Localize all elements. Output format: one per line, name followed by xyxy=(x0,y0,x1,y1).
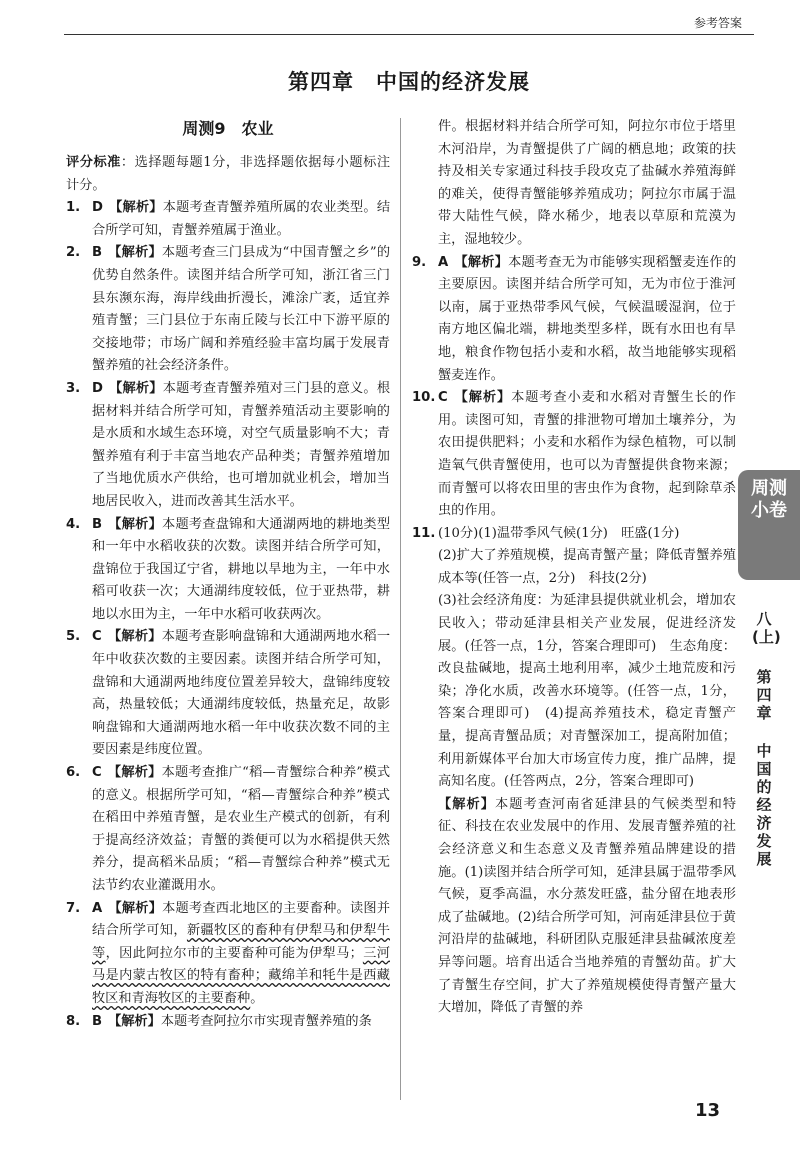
analysis-tag: 【解析】 xyxy=(108,380,163,396)
answer-number: 5. xyxy=(66,629,81,645)
answer-text: 本题考查推广“稻—青蟹综合种养”模式的意义。根据所学可知，“稻—青蟹综合种养”模式在稻田中养殖青蟹，是农业生产模式的创新，有利于提高经济效益；青蟹的粪便可以为水稻提供天然养分，提高稻米品质；“稻—青蟹综合种养”模式无法节约农业灌溉用水。 xyxy=(92,765,391,893)
analysis-tag: 【解析】 xyxy=(108,1013,161,1029)
answer-number: 2. xyxy=(66,245,81,261)
analysis-tag: 【解析】 xyxy=(108,200,163,216)
answer-letter: B xyxy=(92,1013,103,1029)
section-title: 周测9 农业 xyxy=(182,119,274,138)
answer-5 xyxy=(66,626,390,762)
answer-letter: B xyxy=(92,516,103,532)
column-right xyxy=(412,116,736,1020)
answer-part-1: (10分)(1)温带季风气候(1分) 旺盛(1分) xyxy=(438,525,680,541)
analysis-tag: 【解析】 xyxy=(108,516,163,532)
wavy-underlined-text: 新疆牧区的畜种有伊犁马和伊犁牛等 xyxy=(92,923,390,961)
answer-number: 4. xyxy=(66,516,81,532)
answer-8-continued: 件。根据材料并结合所学可知，阿拉尔市位于塔里木河沿岸，为青蟹提供了广阔的栖息地；政策的扶持及相关专家通过科技手段攻克了盐碱水养殖海鲜的难关，使得青蟹能够养殖成功；阿拉尔市属于温带大陆性气候，降水稀少，地表以草原和荒漠为主，湿地较少。 xyxy=(438,119,736,247)
answer-letter: A xyxy=(92,900,103,916)
answer-text: 。 xyxy=(250,990,264,1006)
header-label: 参考答案 xyxy=(693,16,742,30)
sidebar-grade: 八(上) xyxy=(752,610,781,646)
column-divider xyxy=(400,118,401,1100)
answer-4 xyxy=(66,514,390,627)
answer-letter: C xyxy=(438,390,448,406)
answer-number: 9. xyxy=(412,254,427,270)
criteria-text: ：选择题每题1分，非选择题依据每小题标注计分。 xyxy=(66,155,390,193)
answer-11-analysis xyxy=(412,794,736,1020)
answer-3 xyxy=(66,378,390,514)
analysis-tag: 【解析】 xyxy=(108,900,163,916)
header-rule xyxy=(64,34,754,35)
answer-number: 3. xyxy=(66,380,81,396)
analysis-tag: 【解析】 xyxy=(438,796,495,812)
answer-11-part-2: (2)扩大了养殖规模，提高青蟹产量；降低青蟹养殖成本等(任答一点，2分) 科技(2分) xyxy=(438,548,736,586)
analysis-tag: 【解析】 xyxy=(107,629,162,645)
answer-number: 8. xyxy=(66,1013,81,1029)
answer-2 xyxy=(66,242,390,378)
answer-10 xyxy=(412,387,736,523)
answer-text: 本题考查无为市能够实现稻蟹麦连作的主要原因。读图并结合所学可知，无为市位于淮河以南，属于亚热带季风气候，气候温暖湿润，位于南方地区偏北端，耕地类型多样，既有水田也有旱地，粮食作物包括小麦和水稻，故当地能够实现稻蟹麦连作。 xyxy=(438,254,737,383)
answer-7 xyxy=(66,898,390,1011)
scoring-criteria xyxy=(66,152,390,197)
sidebar-topic: 中国的经济发展 xyxy=(756,742,772,868)
answer-text: 本题考查阿拉尔市实现青蟹养殖的条 xyxy=(160,1013,372,1029)
answer-letter: D xyxy=(92,380,103,396)
answer-text: 本题考查西北地区的主要畜种。读图并结合所学可知， xyxy=(92,900,391,939)
criteria-label: 评分标准 xyxy=(66,155,121,170)
wavy-underlined-text: 三河马是内蒙古牧区的特有畜种；藏绵羊和牦牛是西藏牧区和青海牧区的主要畜种 xyxy=(92,945,390,1006)
analysis-tag: 【解析】 xyxy=(453,390,512,406)
answer-text: 本题考查三门县成为“中国青蟹之乡”的优势自然条件。读图并结合所学可知，浙江省三门县东濒东海，海岸线曲折漫长，滩涂广袤，适宜养殖青蟹；三门县位于东南丘陵与长江中下游平原的交接地带；市场广阔和养殖经验丰富均属于发展青蟹养殖的社会经济条件。 xyxy=(92,245,391,374)
answer-text: 本题考查青蟹养殖对三门县的意义。根据材料并结合所学可知，青蟹养殖活动主要影响的是水质和水域生态环境，对空气质量影响不大；青蟹养殖有利于丰富当地农产品种类；青蟹养殖增加了当地优质水产供给，也可增加就业机会，增加当地居民收入，进而改善其生活水平。 xyxy=(92,380,391,509)
analysis-tag: 【解析】 xyxy=(107,765,162,781)
answer-letter: D xyxy=(92,200,103,216)
answer-letter: C xyxy=(92,765,102,781)
answer-text: 本题考查小麦和水稻对青蟹生长的作用。读图可知，青蟹的排泄物可增加土壤养分，为农田提供肥料；小麦和水稻作为绿色植物，可以制造氧气供青蟹使用，也可以为青蟹提供食物来源；而青蟹可以将农田里的害虫作为食物，起到除草杀虫的作用。 xyxy=(438,390,736,519)
answer-text: 本题考查盘锦和大通湖两地的耕地类型和一年中水稻收获的次数。读图并结合所学可知，盘锦位于我国辽宁省，耕地以旱地为主，一年中水稻可收获一次；大通湖纬度较低，位于亚热带，耕地以水田为主，一年中水稻可收获两次。 xyxy=(92,516,391,622)
answer-9 xyxy=(412,252,736,388)
answer-letter: A xyxy=(438,254,449,270)
analysis-tag: 【解析】 xyxy=(454,254,509,270)
answer-number: 1. xyxy=(66,200,81,216)
answer-number: 7. xyxy=(66,900,81,916)
answer-11 xyxy=(412,523,736,546)
sidebar-chapter: 第四章 xyxy=(756,668,772,722)
answer-number: 6. xyxy=(66,765,81,781)
answer-letter: C xyxy=(92,629,102,645)
page-number: 13 xyxy=(694,1100,720,1121)
analysis-text: 本题考查河南省延津县的气候类型和特征、科技在农业发展中的作用、发展青蟹养殖的社会经济意义和生态意义及青蟹养殖品牌建设的措施。(1)读图并结合所学可知，延津县属于温带季风气候，夏季高温，水分蒸发旺盛，盐分留在地表形成了盐碱地。(2)结合所学可知，河南延津县位于黄河沿岸的盐碱地，科研团队克服延津县盐碱浓度差异等问题。培育出适合当地养殖的青蟹幼苗。扩大了青蟹生存空间，扩大了养殖规模使得青蟹产量大大增加，降低了青蟹的养 xyxy=(438,796,737,1016)
answer-8 xyxy=(66,1011,390,1034)
sidebar-tab-label: 周测小卷 xyxy=(751,478,787,521)
answer-6 xyxy=(66,762,390,898)
chapter-title: 第四章 中国的经济发展 xyxy=(288,70,530,94)
answer-number: 10. xyxy=(412,390,436,406)
analysis-tag: 【解析】 xyxy=(108,245,162,261)
answer-text: 本题考查影响盘锦和大通湖两地水稻一年中收获次数的主要因素。读图并结合所学可知，盘锦和大通湖两地纬度位置差异较大，盘锦纬度较高，热量较低；大通湖纬度较低，热量充足，故影响盘锦和大通湖两地水稻一年中收获次数不同的主要因素是纬度位置。 xyxy=(92,629,390,758)
answer-1 xyxy=(66,197,390,242)
answer-letter: B xyxy=(92,245,103,261)
answer-11-part-3: (3)社会经济角度：为延津县提供就业机会，增加农民收入；带动延津县相关产业发展，促进经济发展。(任答一点，1分，答案合理即可) 生态角度：改良盐碱地，提高土地利用率，减少土地荒废和污染；净化水质，改善水环境等。(任答一点，1分，答案合理即可) (4)提高养殖技术，稳定青蟹产量，提高青蟹品质；对青蟹深加工，提高附加值；利用新媒体平台加大市场宣传力度，推广品牌，提高知名度。(任答两点，2分，答案合理即可) xyxy=(438,593,736,790)
column-left xyxy=(66,116,390,1033)
answer-text: 本题考查青蟹养殖所属的农业类型。结合所学可知，青蟹养殖属于渔业。 xyxy=(92,200,391,238)
answer-number: 11. xyxy=(412,525,436,541)
answer-text: ，因此阿拉尔市的主要畜种可能为伊犁马； xyxy=(105,945,363,961)
